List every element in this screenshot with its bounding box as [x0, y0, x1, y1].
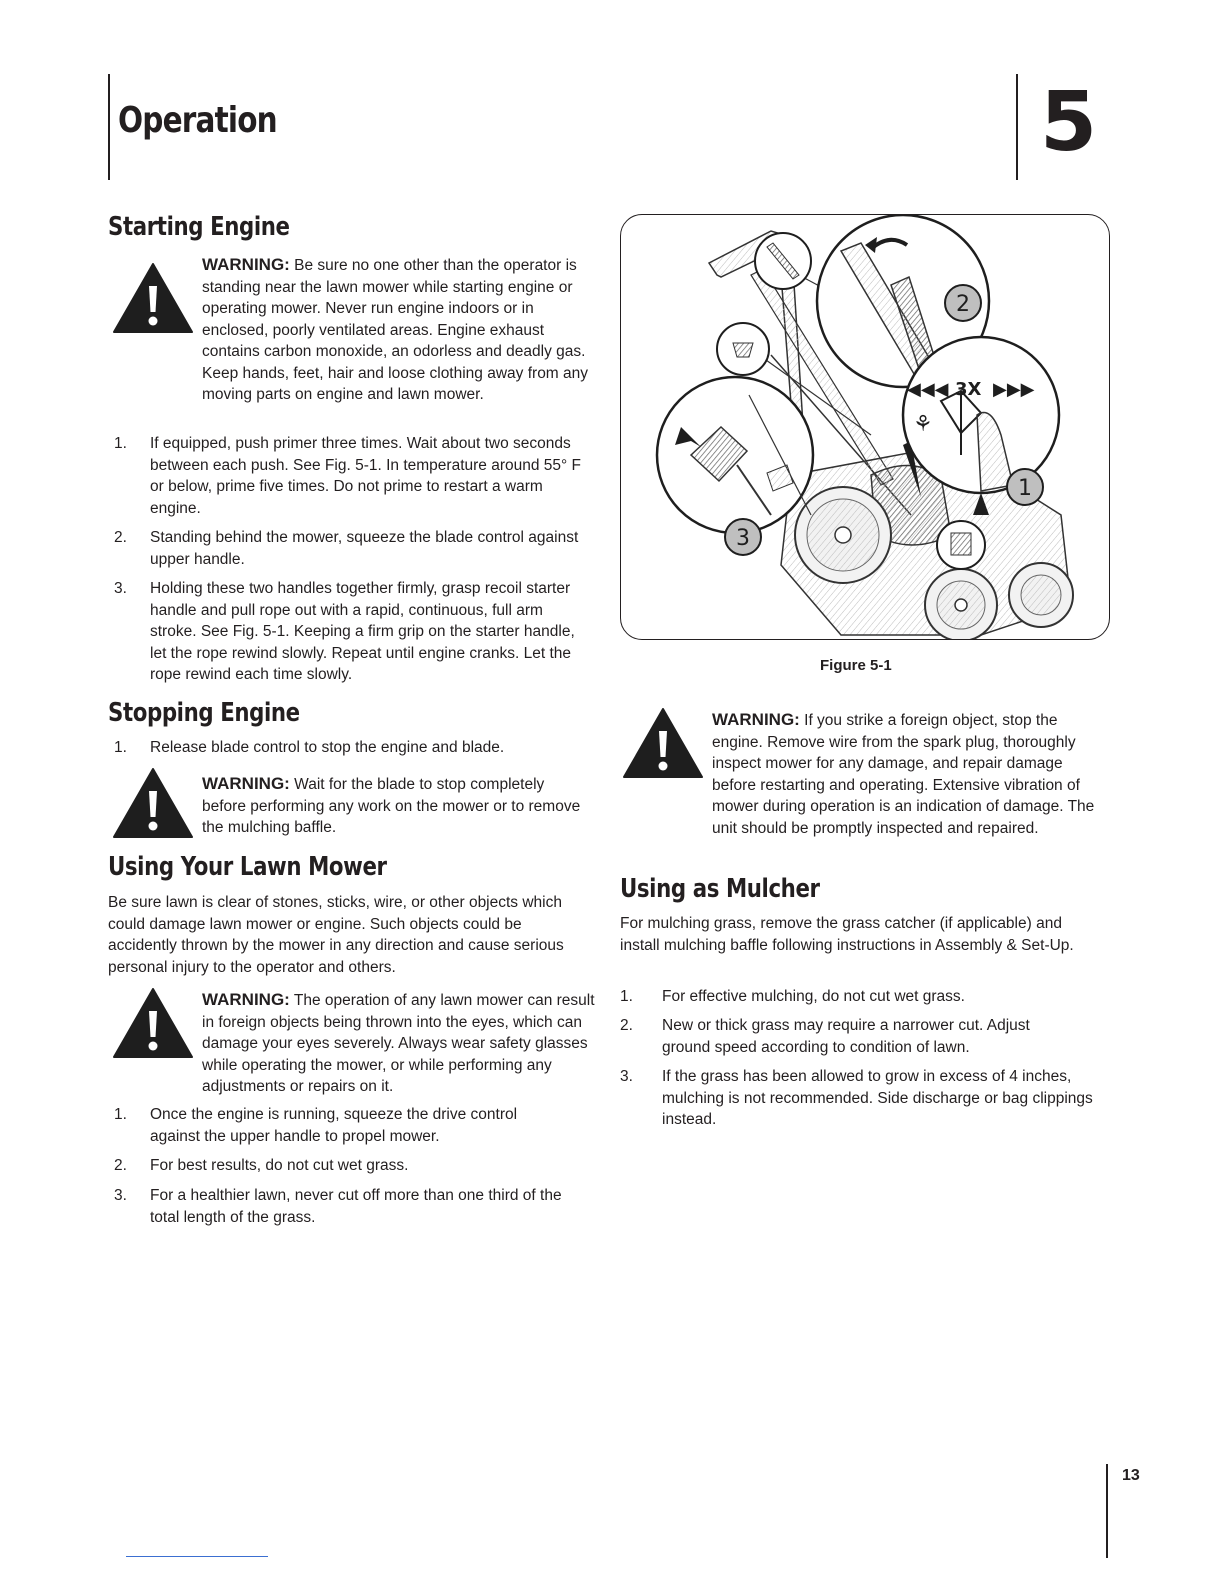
warning-foreign-object [622, 709, 1102, 859]
list-text: Release blade control to stop the engine and blade. [150, 739, 505, 756]
figure-caption: Figure 5-1 [820, 657, 892, 674]
svg-text:▶▶▶: ▶▶▶ [993, 379, 1035, 400]
page-number-rule [1106, 1464, 1108, 1558]
list-number: 1. [114, 1106, 127, 1123]
list-text: Standing behind the mower, squeeze the blade control against upper handle. [150, 529, 579, 568]
list-text: If equipped, push primer three times. Wait about two seconds between each push. See Fig. 5-1. In temperature around 55° F or below, prime five times. Do not prime to restart a warm engine. [150, 435, 581, 517]
header-rule-left [108, 74, 110, 180]
heading-using-as-mulcher: Using as Mulcher [620, 874, 820, 904]
warning-text: Wait for the blade to stop completely before performing any work on the mower or to remove the mulching baffle. [202, 776, 581, 836]
heading-starting-engine: Starting Engine [108, 212, 290, 242]
list-text: For effective mulching, do not cut wet grass. [662, 988, 965, 1005]
page-number: 13 [1122, 1467, 1140, 1484]
warning-triangle-icon [112, 767, 194, 839]
list-text: Once the engine is running, squeeze the drive control against the upper handle to propel mower. [150, 1106, 518, 1145]
warning-triangle-icon [112, 987, 194, 1059]
list-number: 2. [114, 529, 127, 546]
warning-stopping-engine [112, 773, 596, 843]
warning-triangle-icon [622, 707, 704, 779]
pull-count-label: 3X [955, 379, 982, 400]
heading-using-lawn-mower: Using Your Lawn Mower [108, 852, 387, 882]
warning-text: Be sure no one other than the operator is standing near the lawn mower while starting engine or operating mower. Never run engine indoors or in enclosed, poorly ventilated areas. Engine exhaust contains carbon monoxide, an odorless and deadly gas. Keep hands, feet, hair and loose clothing away from any moving parts on engine and lawn mower. [202, 257, 589, 403]
list-number: 3. [114, 580, 127, 597]
list-text: Holding these two handles together firmly, grasp recoil starter handle and pull rope out with a rapid, continuous, full arm stroke. See Fig. 5-1. Keeping a firm grip on the starter handle, let the rope rewind slowly. Repeat until engine cranks. Let the rope rewind each time slowly. [150, 580, 575, 683]
warning-triangle-icon [112, 262, 194, 334]
list-number: 1. [620, 988, 633, 1005]
list-number: 3. [114, 1187, 127, 1204]
chapter-title: Operation [118, 100, 277, 141]
warning-starting-engine [112, 254, 596, 426]
warning-using-lawn-mower [112, 989, 596, 1097]
svg-text:1: 1 [1018, 476, 1032, 501]
list-number: 2. [620, 1017, 633, 1034]
callout-2 [945, 285, 981, 321]
paragraph-using-as-mulcher: For mulching grass, remove the grass catcher (if applicable) and install mulching baffle following instructions in Assembly & Set-Up. [620, 915, 1074, 954]
warning-text: The operation of any lawn mower can result in foreign objects being thrown into the eyes, which can damage your eyes severely. Always wear safety glasses while operating the mower, or while performing any adjustments or repairs on it. [202, 992, 595, 1095]
callout-3 [725, 519, 761, 555]
list-text: If the grass has been allowed to grow in excess of 4 inches, mulching is not recommended. Side discharge or bag clippings instead. [662, 1068, 1093, 1128]
warning-label: WARNING: [202, 774, 290, 793]
svg-text:⚘: ⚘ [913, 412, 933, 437]
header-rule-right [1016, 74, 1018, 180]
svg-text:3: 3 [736, 526, 750, 551]
list-number: 3. [620, 1068, 633, 1085]
warning-label: WARNING: [202, 990, 290, 1009]
paragraph-using-lawn-mower: Be sure lawn is clear of stones, sticks, wire, or other objects which could damage lawn mower or engine. Such objects could be accidently thrown by the mower in any direction and cause serious personal injury to the operator and others. [108, 894, 564, 976]
footer-link-line [126, 1556, 268, 1557]
warning-label: WARNING: [202, 255, 290, 274]
list-number: 1. [114, 435, 127, 452]
list-number: 2. [114, 1157, 127, 1174]
figure-5-1 [620, 214, 1110, 640]
list-text: For best results, do not cut wet grass. [150, 1157, 409, 1174]
heading-stopping-engine: Stopping Engine [108, 698, 300, 728]
list-text: For a healthier lawn, never cut off more than one third of the total length of the grass. [150, 1187, 562, 1226]
list-number: 1. [114, 739, 127, 756]
svg-text:2: 2 [956, 292, 970, 317]
lawn-mower-illustration [621, 215, 1109, 639]
svg-text:◀◀◀: ◀◀◀ [907, 379, 949, 400]
warning-text: If you strike a foreign object, stop the engine. Remove wire from the spark plug, thoroughly inspect mower for any damage, and repair damage before restarting and operating. Extensive vibration of mower during operation is an indication of damage. The unit should be promptly inspected and repaired. [712, 712, 1095, 837]
callout-1 [1007, 469, 1043, 505]
list-text: New or thick grass may require a narrower cut. Adjust ground speed according to condition of lawn. [662, 1017, 1030, 1056]
chapter-number: 5 [1040, 75, 1098, 170]
warning-label: WARNING: [712, 710, 800, 729]
